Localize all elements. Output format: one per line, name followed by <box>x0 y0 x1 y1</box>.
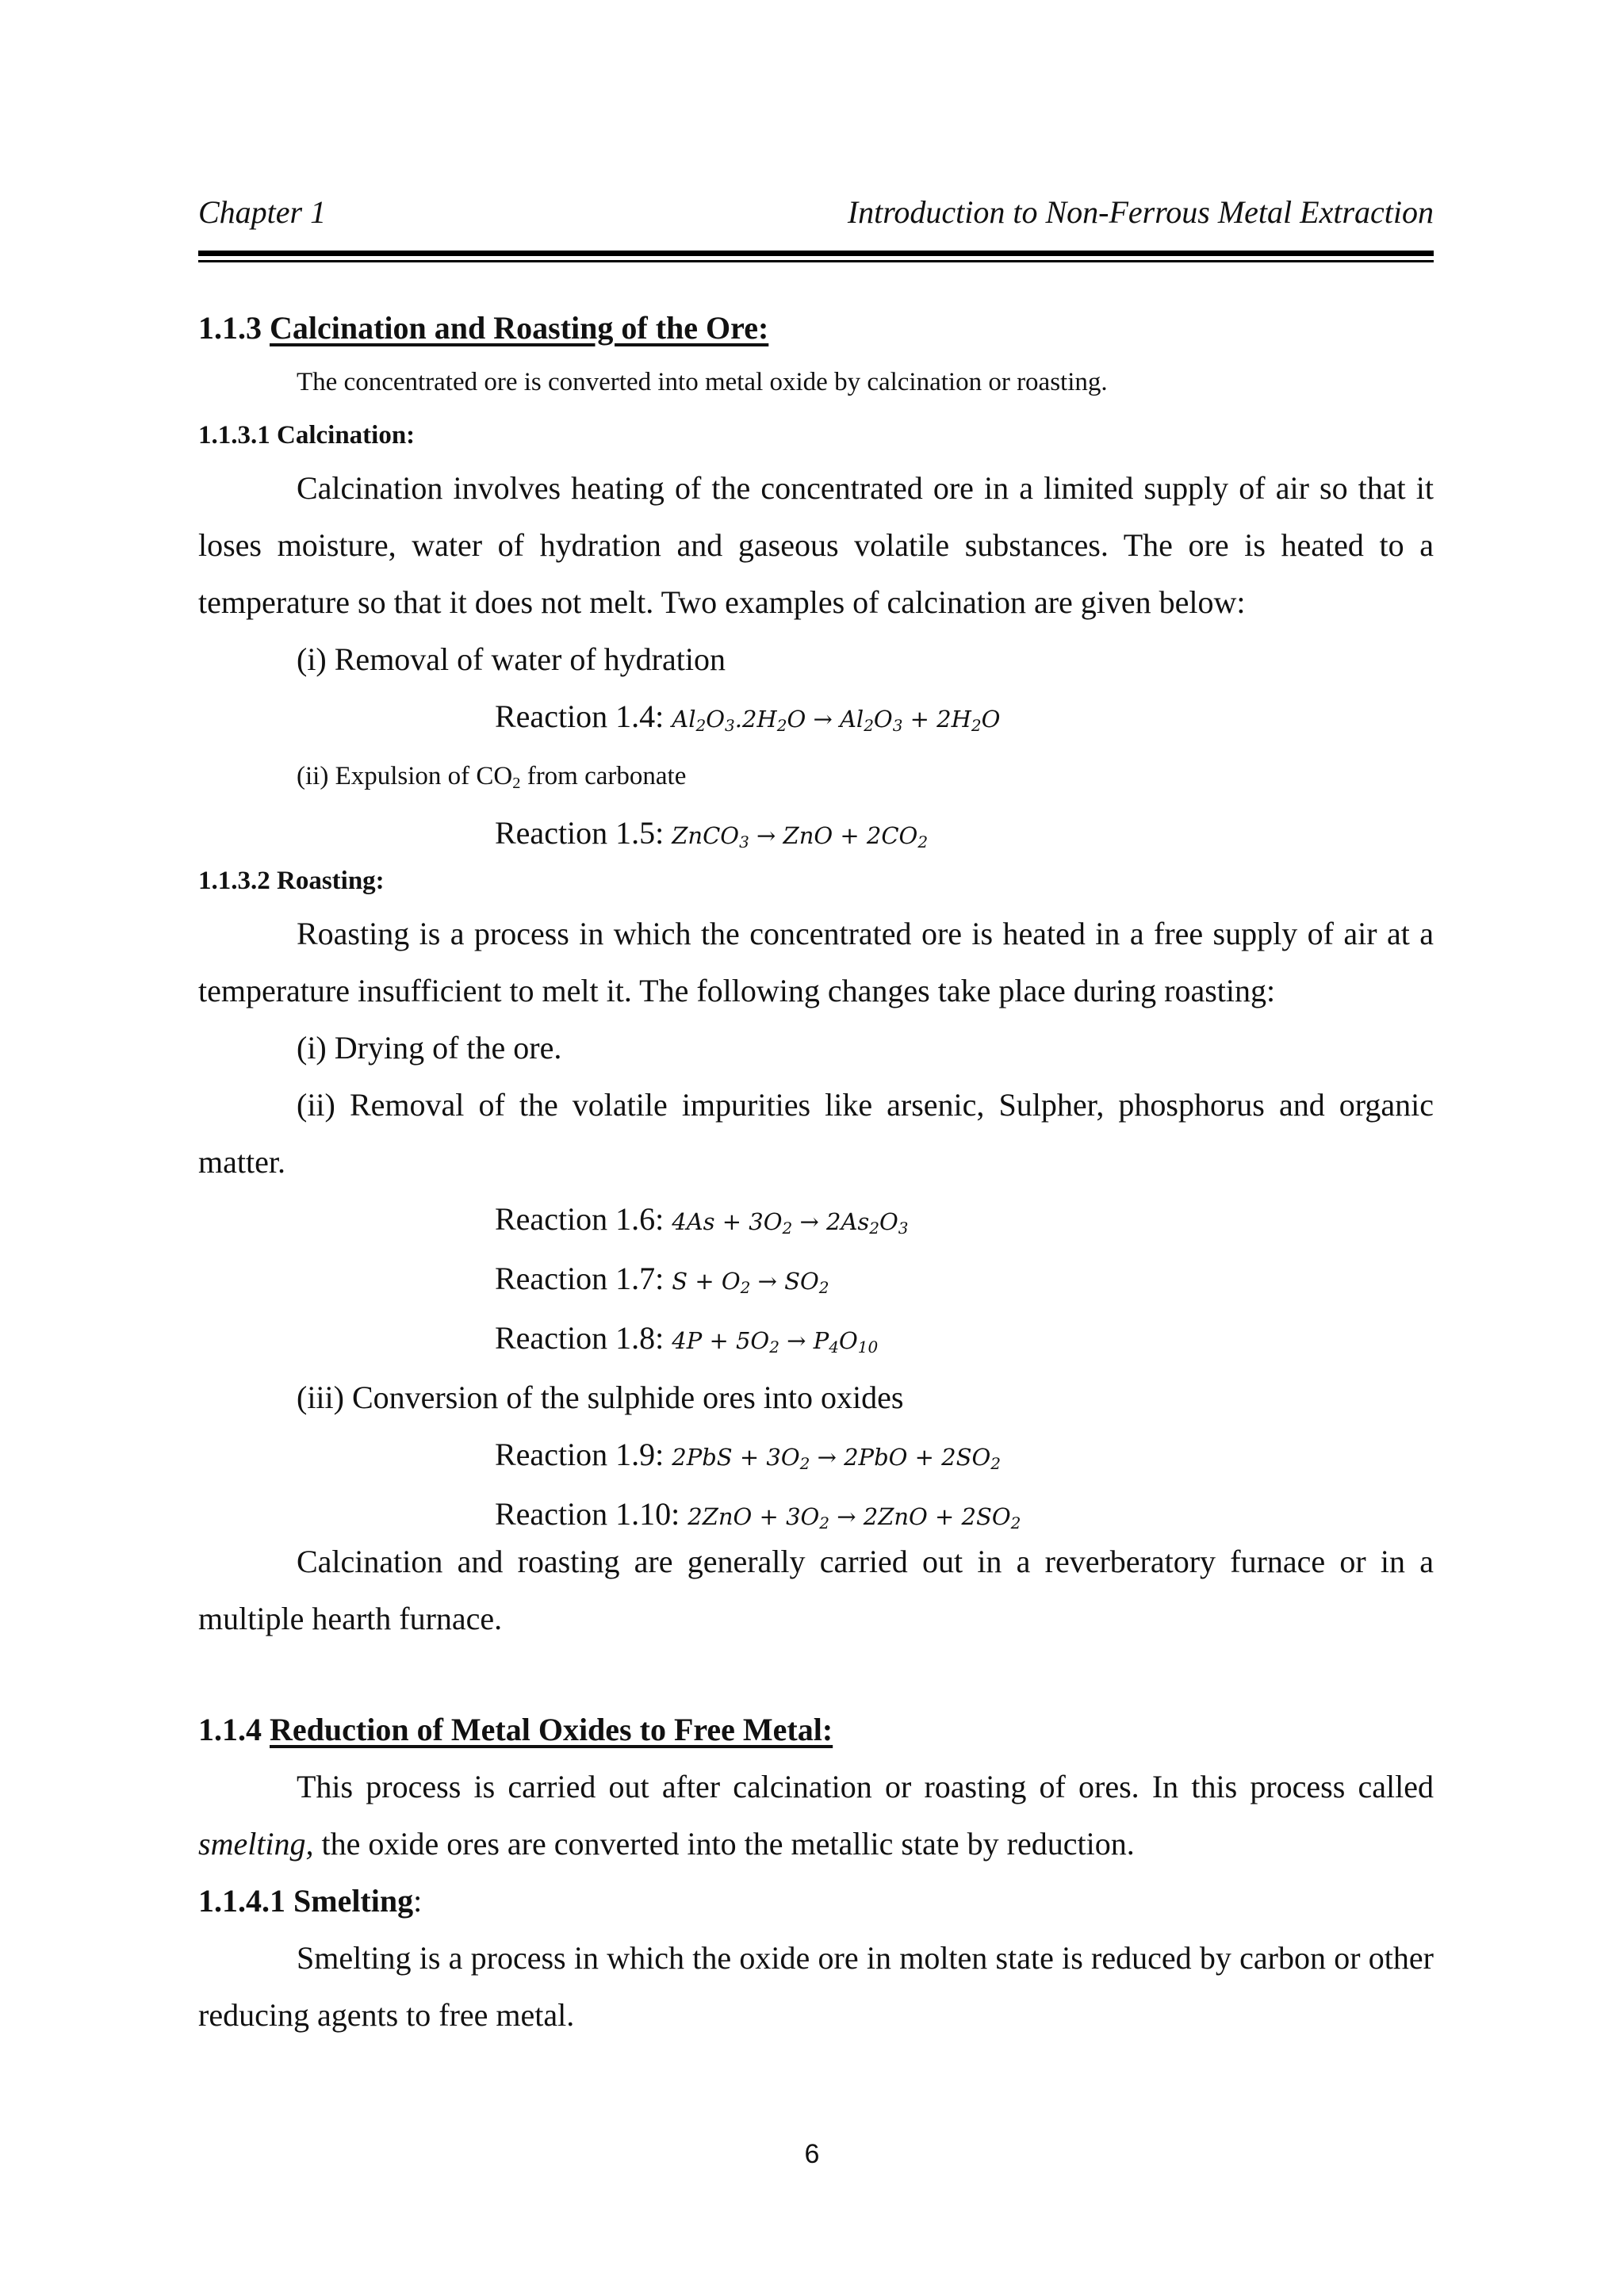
chapter-label: Chapter 1 <box>198 194 327 230</box>
reaction-1-7 <box>198 1250 1434 1310</box>
reaction-label: Reaction 1.4: <box>495 698 665 734</box>
header-rule-thin <box>198 260 1434 262</box>
roasting-paragraph: Roasting is a process in which the concentrated ore is heated in a free supply of air at a temperature insufficient to melt it. The following changes take place during roasting: <box>198 916 1434 1008</box>
list-item: (i) Drying of the ore. <box>297 1030 562 1066</box>
roasting-list <box>198 1020 1434 1545</box>
section-heading <box>198 300 1434 357</box>
section-number: 1.1.3 <box>198 310 262 346</box>
subsection-heading: 1.1.4.1 Smelting: <box>198 1883 423 1919</box>
reaction-1-6 <box>198 1191 1434 1250</box>
equation: $4As + 3O_2 \to 2As_2O_3$ <box>672 1208 909 1238</box>
page-number: 6 <box>804 2139 820 2169</box>
equation: ZnCO$_3$ → ZnO + $2CO_2$ <box>672 822 929 851</box>
running-header <box>198 193 1434 241</box>
section-title: Reduction of Metal Oxides to Free Metal: <box>270 1712 833 1747</box>
equation: $S + O_2 \to SO_2$ <box>672 1268 829 1297</box>
reaction-label: Reaction 1.10: <box>495 1496 680 1532</box>
list-item: (ii) Removal of the volatile impurities like arsenic, Sulpher, phosphorus and organic <box>297 1087 1434 1123</box>
equation: $4P + 5O_2 \to P_4O_{10}$ <box>672 1327 879 1357</box>
equation: $Al_2O_3.2H_2O \to Al_2O_3 + 2H_2O$ <box>672 706 1001 735</box>
reaction-1-9 <box>198 1426 1434 1486</box>
section-intro: The concentrated ore is converted into metal oxide by calcination or roasting. <box>297 368 1108 396</box>
reduction-paragraph: This process is carried out after calcination or roasting of ores. In this process called smelting, the oxide ores are converted into the metallic state by reduction. <box>198 1769 1434 1862</box>
section-1-1-4 <box>198 1701 1434 1758</box>
reaction-label: Reaction 1.9: <box>495 1437 665 1472</box>
reaction-1-8 <box>198 1310 1434 1369</box>
roasting-closing-paragraph: Calcination and roasting are generally carried out in a reverberatory furnace or in a multiple hearth furnace. <box>198 1544 1434 1636</box>
subsection-heading: 1.1.3.2 Roasting: <box>198 867 385 895</box>
header-rule-thick <box>198 251 1434 256</box>
list-item: (iii) Conversion of the sulphide ores into oxides <box>297 1380 904 1415</box>
emphasis-term: smelting, <box>198 1826 314 1862</box>
reaction-label: Reaction 1.5: <box>495 815 665 851</box>
equation: $2ZnO + 3O_2 \to 2ZnO + 2SO_2$ <box>688 1503 1021 1533</box>
calcination-list <box>198 631 1434 864</box>
list-item: (i) Removal of water of hydration <box>297 641 726 677</box>
smelting-paragraph: Smelting is a process in which the oxide ore in molten state is reduced by carbon or other reducing agents to free metal. <box>198 1940 1434 2033</box>
reaction-label: Reaction 1.8: <box>495 1320 665 1356</box>
chapter-title: Introduction to Non-Ferrous Metal Extraction <box>847 194 1434 230</box>
section-title: Calcination and Roasting of the Ore: <box>270 310 769 346</box>
section-heading <box>198 1701 1434 1758</box>
reaction-1-4 <box>198 688 1434 748</box>
section-1-1-3 <box>198 300 1434 463</box>
reaction-label: Reaction 1.7: <box>495 1261 665 1296</box>
list-item: (ii) Expulsion of $CO_2$ from carbonate <box>297 762 687 793</box>
section-number: 1.1.4 <box>198 1712 262 1747</box>
calcination-paragraph: Calcination involves heating of the concentrated ore in a limited supply of air so that it loses moisture, water of hydration and gaseous volatile substances. The ore is heated to a temperature so that it does not melt. Two examples of calcination are given below: <box>198 470 1434 620</box>
equation: $2PbS + 3O_2 \to 2PbO + 2SO_2$ <box>672 1444 1001 1473</box>
subsection-heading: 1.1.3.1 Calcination: <box>198 421 416 450</box>
reaction-label: Reaction 1.6: <box>495 1201 665 1237</box>
list-item-continuation: matter. <box>198 1144 285 1180</box>
